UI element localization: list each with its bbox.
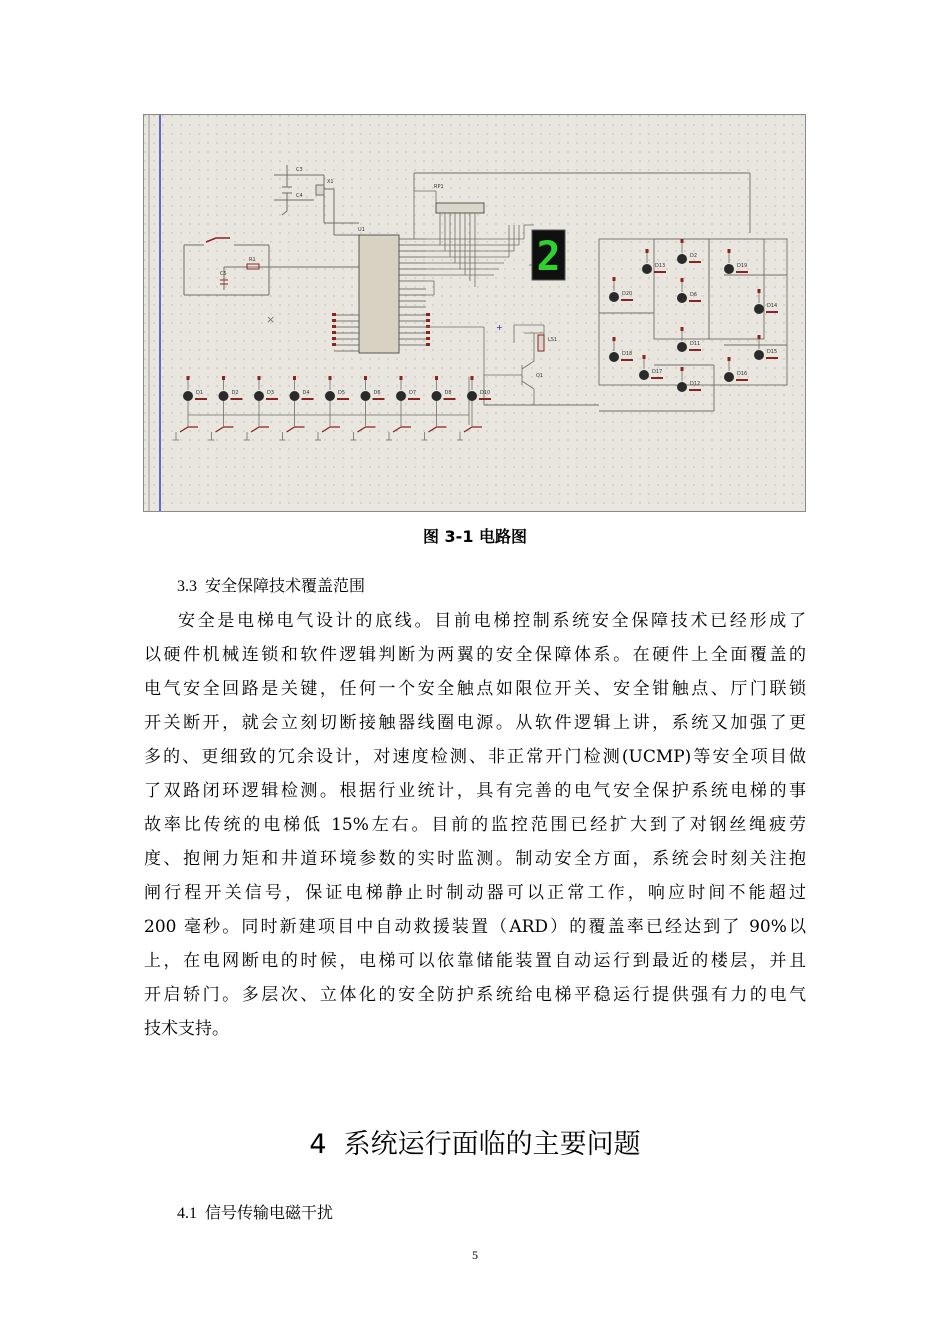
- ls1-label: LS1: [548, 337, 558, 343]
- chapter-number: 4: [309, 1129, 327, 1160]
- display-digit: 2: [536, 234, 561, 280]
- schematic-svg: [144, 115, 806, 512]
- led-label: D19: [737, 263, 748, 269]
- paragraph-line: 安全是电梯电气设计的底线。目前电梯控制系统安全保障技术已经形成了: [178, 611, 806, 631]
- section-number: 4.1: [177, 1205, 197, 1222]
- led-label: D20: [622, 291, 633, 297]
- led-label: D6: [373, 390, 381, 396]
- paragraph-line: 开启轿门。多层次、立体化的安全防护系统给电梯平稳运行提供强有力的电气: [144, 985, 806, 1005]
- page-number: 5: [472, 1248, 478, 1262]
- figure-caption: 图 3-1 电路图: [422, 527, 528, 546]
- section-heading-3-3: [177, 573, 365, 596]
- led-label: D13: [655, 263, 666, 269]
- led-label: D10: [480, 390, 491, 396]
- led-icon: [754, 304, 764, 314]
- paragraph-line: 多的、更细致的冗余设计，对速度检测、非正常开门检测(UCMP)等安全项目做: [144, 747, 806, 767]
- section-title: 安全保障技术覆盖范围: [205, 576, 366, 595]
- led-icon: [219, 391, 229, 401]
- led-label: D8: [444, 390, 452, 396]
- led-label: D17: [652, 369, 663, 375]
- q1-label: Q1: [536, 373, 544, 379]
- led-icon: [677, 382, 687, 392]
- led-label: D4: [302, 390, 310, 396]
- led-label: D2: [231, 390, 239, 396]
- r1-label: R1: [249, 257, 256, 263]
- chapter-title: 系统运行面临的主要问题: [343, 1129, 641, 1160]
- led-icon: [290, 391, 300, 401]
- paragraph-line: 开关断开，就会立刻切断接触器线圈电源。从软件逻辑上讲，系统又加强了更: [144, 713, 806, 733]
- led-label: D18: [622, 351, 633, 357]
- paragraph-line: 故率比传统的电梯低 15%左右。目前的监控范围已经扩大到了对钢丝绳疲劳: [144, 815, 806, 835]
- led-label: D3: [267, 390, 275, 396]
- led-label: D14: [767, 303, 778, 309]
- led-icon: [325, 391, 335, 401]
- rp1-label: RP1: [434, 184, 444, 190]
- led-icon: [677, 293, 687, 303]
- section-title: 信号传输电磁干扰: [205, 1203, 334, 1222]
- led-label: D7: [409, 390, 417, 396]
- c4-label: C4: [296, 193, 303, 199]
- led-icon: [254, 391, 264, 401]
- led-label: D15: [767, 349, 778, 355]
- paragraph-line: 上，在电网断电的时候，电梯可以依靠储能装置自动运行到最近的楼层，并且: [144, 951, 806, 971]
- led-icon: [754, 350, 764, 360]
- led-icon: [396, 391, 406, 401]
- led-icon: [609, 352, 619, 362]
- led-icon: [724, 264, 734, 274]
- led-icon: [677, 254, 687, 264]
- led-icon: [642, 264, 652, 274]
- led-label: D1: [196, 390, 204, 396]
- paragraph-line: 以硬件机械连锁和软件逻辑判断为两翼的安全保障体系。在硬件上全面覆盖的: [144, 645, 806, 665]
- paragraph-line: 闸行程开关信号，保证电梯静止时制动器可以正常工作，响应时间不能超过: [144, 883, 806, 903]
- led-icon: [467, 391, 477, 401]
- cross-marker: ×: [266, 313, 276, 326]
- seven-segment-display: [532, 230, 565, 280]
- led-icon: [361, 391, 371, 401]
- led-icon: [609, 292, 619, 302]
- c5-label: C5: [220, 271, 227, 277]
- paragraph-line: 电气安全回路是关键，任何一个安全触点如限位开关、安全钳触点、厅门联锁: [144, 679, 806, 699]
- paragraph-line: 度、抱闸力矩和井道环境参数的实时监测。制动安全方面，系统会时刻关注抱: [144, 849, 806, 869]
- chapter-heading-4: [0, 1122, 950, 1161]
- led-icon: [639, 370, 649, 380]
- led-label: D5: [338, 390, 346, 396]
- led-icon: [677, 342, 687, 352]
- u1-label: U1: [358, 227, 365, 233]
- led-label: D6: [690, 292, 698, 298]
- c3-label: C3: [296, 167, 303, 173]
- led-icon: [183, 391, 193, 401]
- circuit-diagram: [143, 114, 806, 512]
- x1-label: X1: [327, 179, 334, 185]
- paragraph-line: 200 毫秒。同时新建项目中自动救援装置（ARD）的覆盖率已经达到了 90%以: [144, 917, 806, 937]
- led-label: D11: [690, 341, 701, 347]
- led-icon: [724, 372, 734, 382]
- led-icon: [432, 391, 442, 401]
- section-3-3-body: [144, 604, 806, 1046]
- section-heading-4-1: [177, 1200, 333, 1223]
- led-label: D12: [690, 381, 701, 387]
- led-label: D16: [737, 371, 748, 377]
- paragraph-line: 了双路闭环逻辑检测。根据行业统计，具有完善的电气安全保护系统电梯的事: [144, 781, 806, 801]
- led-label: D2: [690, 253, 698, 259]
- paragraph-line: 技术支持。: [144, 1019, 229, 1039]
- section-number: 3.3: [177, 578, 197, 595]
- origin-marker: +: [496, 323, 503, 332]
